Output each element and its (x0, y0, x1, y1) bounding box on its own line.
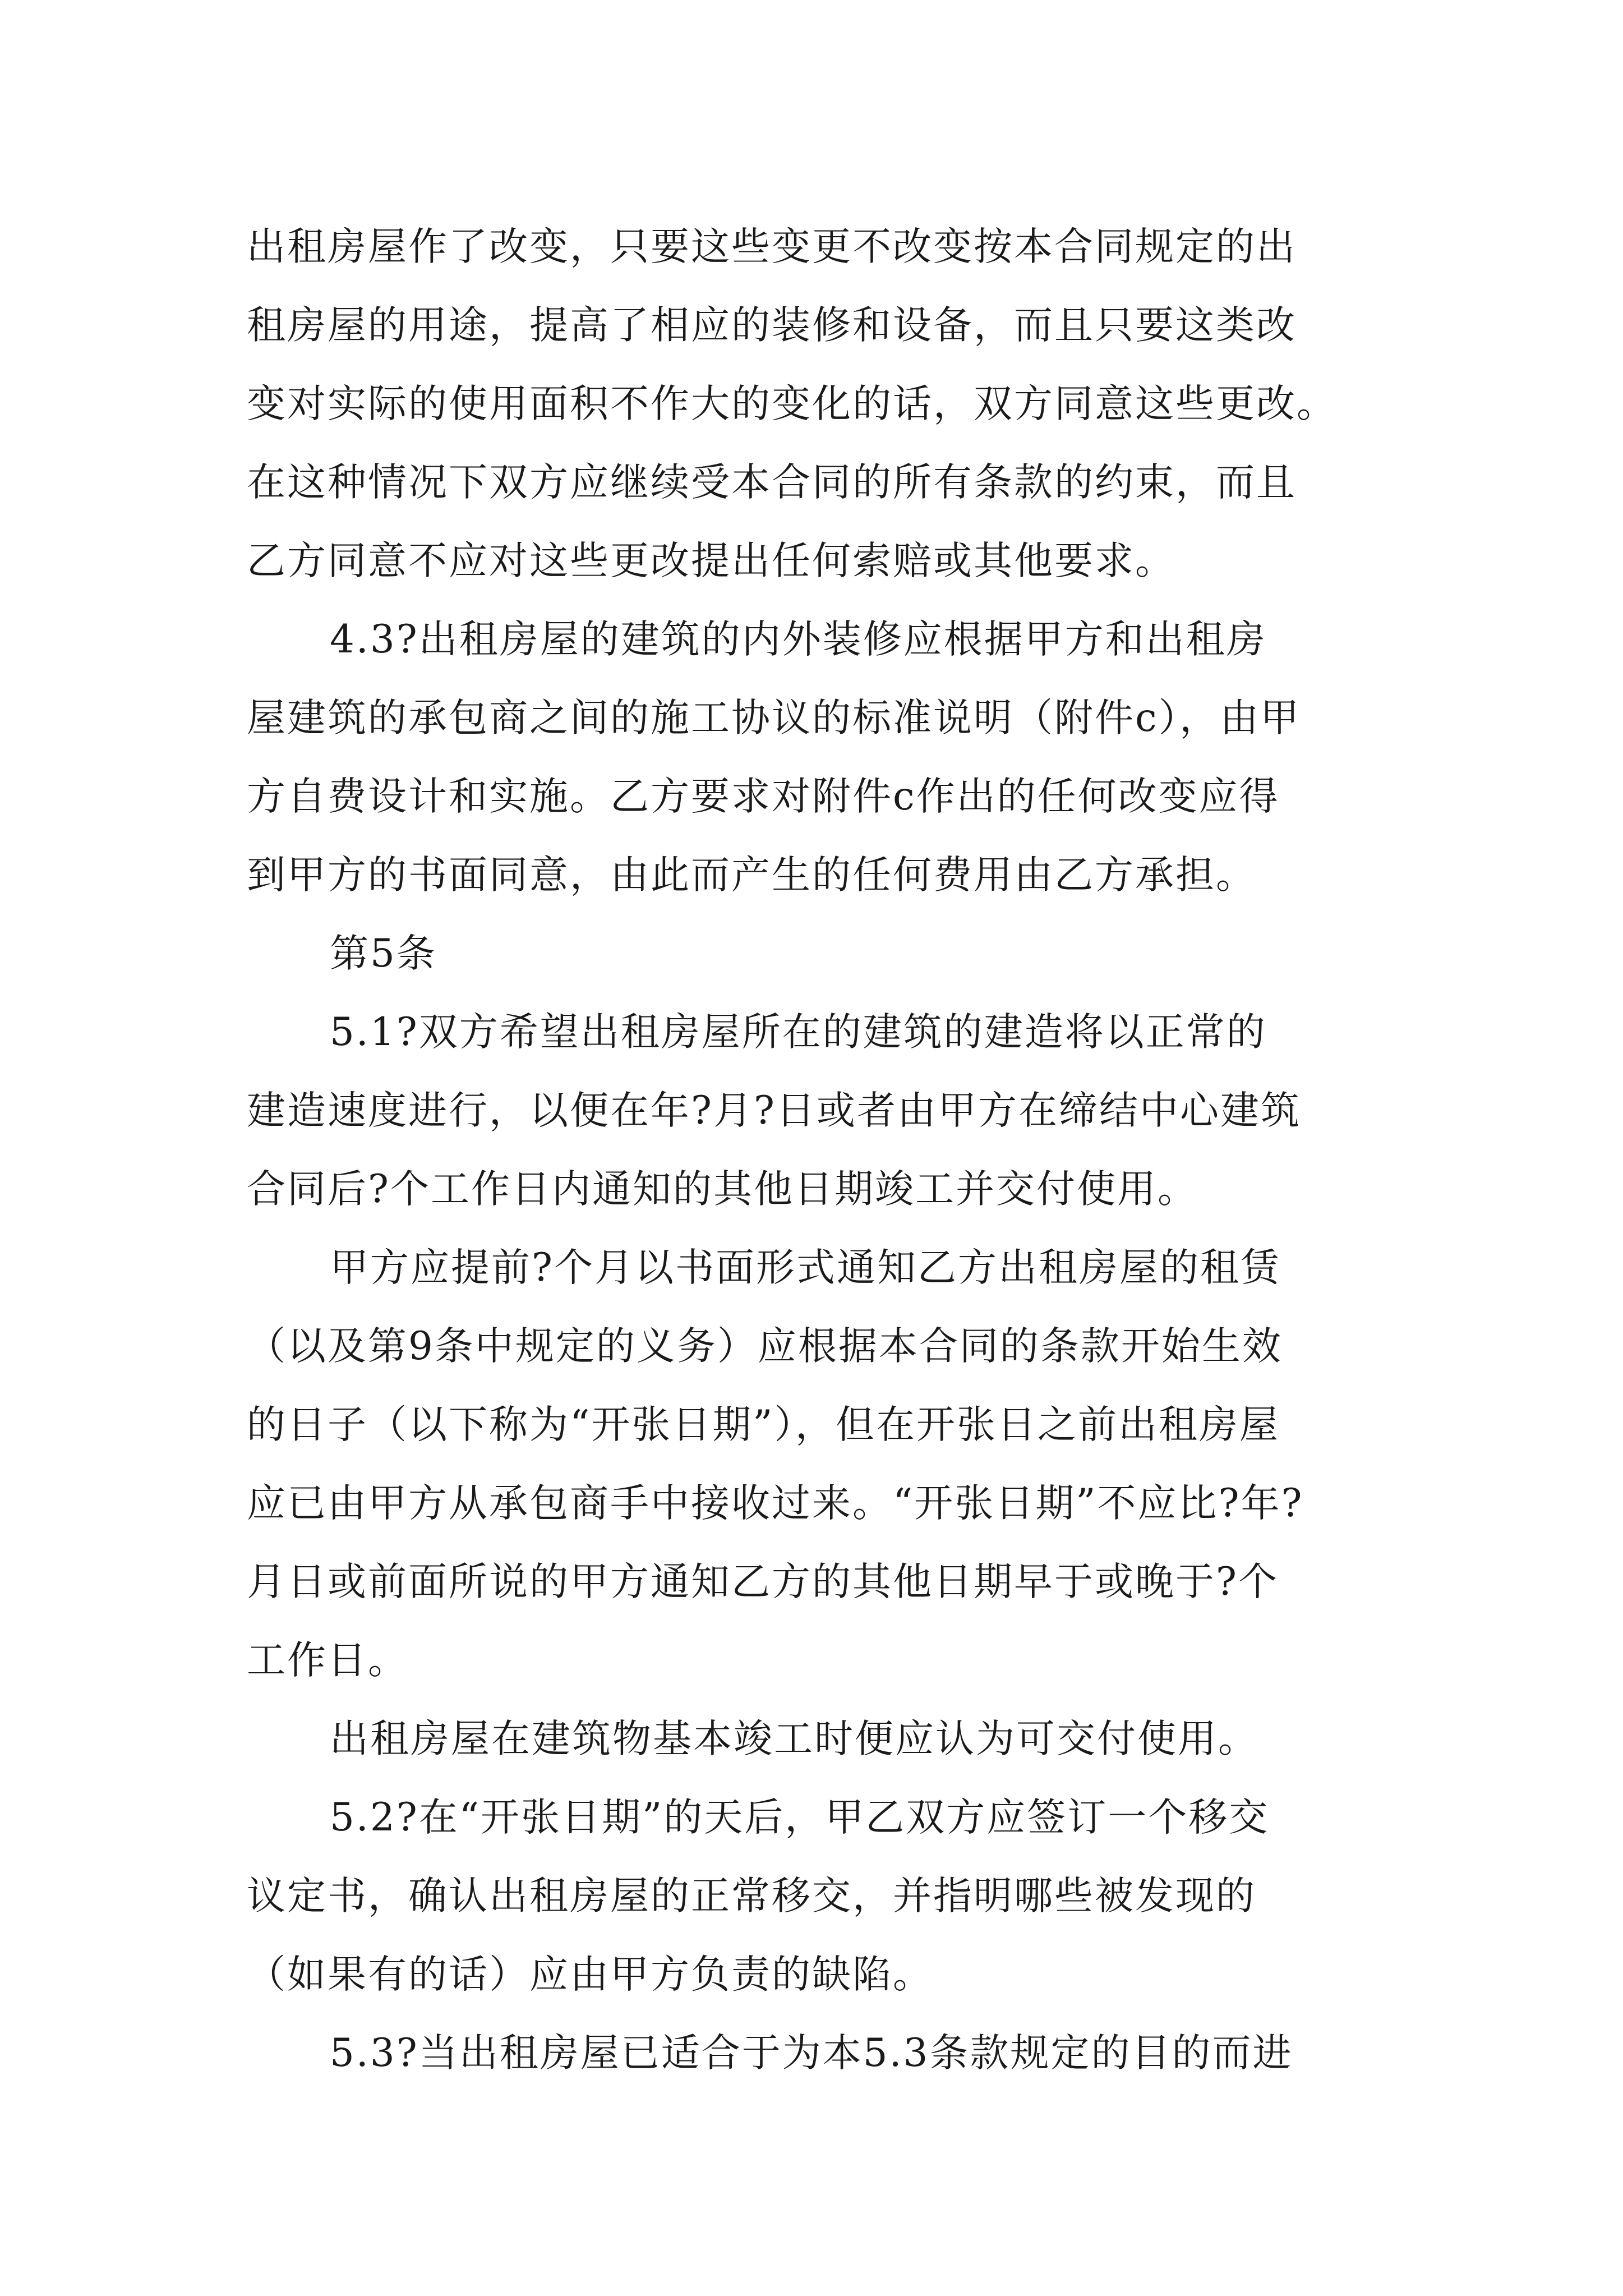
text-line: 月日或前面所说的甲方通知乙方的其他日期早于或晚于?个 (247, 1559, 1279, 1604)
text-line: 出租房屋作了改变，只要这些变更不改变按本合同规定的出 (247, 224, 1297, 269)
text-line: （以及第9条中规定的义务）应根据本合同的条款开始生效 (247, 1324, 1283, 1369)
text-line: 的日子（以下称为“开张日期”），但在开张日之前出租房屋 (247, 1402, 1280, 1447)
text-line: 5.3?当出租房屋已适合于为本5.3条款规定的目的而进 (330, 2031, 1293, 2076)
text-line: 4.3?出租房屋的建筑的内外装修应根据甲方和出租房 (330, 617, 1267, 662)
text-line: 租房屋的用途，提高了相应的装修和设备，而且只要这类改 (247, 303, 1297, 348)
text-line: 屋建筑的承包商之间的施工协议的标准说明（附件c），由甲 (247, 696, 1301, 740)
text-line: 合同后?个工作日内通知的其他日期竣工并交付使用。 (247, 1167, 1198, 1212)
text-line: 在这种情况下双方应继续受本合同的所有条款的约束，而且 (247, 460, 1297, 505)
text-line: 乙方同意不应对这些更改提出任何索赔或其他要求。 (247, 539, 1175, 583)
text-line: 出租房屋在建筑物基本竣工时便应认为可交付使用。 (330, 1717, 1258, 1761)
section-heading: 第5条 (330, 931, 437, 976)
text-line: 议定书，确认出租房屋的正常移交，并指明哪些被发现的 (247, 1874, 1256, 1918)
text-line: 甲方应提前?个月以书面形式通知乙方出租房屋的租赁 (330, 1245, 1281, 1290)
text-line: 建造速度进行，以便在年?月?日或者由甲方在缔结中心建筑 (247, 1088, 1301, 1133)
text-line: 变对实际的使用面积不作大的变化的话，双方同意这些更改。 (247, 381, 1337, 426)
text-line: 方自费设计和实施。乙方要求对附件c作出的任何改变应得 (247, 774, 1280, 819)
text-line: 到甲方的书面同意，由此而产生的任何费用由乙方承担。 (247, 853, 1256, 898)
text-line: 应已由甲方从承包商手中接收过来。“开张日期”不应比?年? (247, 1481, 1304, 1526)
text-line: 5.2?在“开张日期”的天后，甲乙双方应签订一个移交 (330, 1795, 1270, 1840)
text-line: 工作日。 (247, 1638, 408, 1683)
text-line: 5.1?双方希望出租房屋所在的建筑的建造将以正常的 (330, 1010, 1267, 1055)
text-line: （如果有的话）应由甲方负责的缺陷。 (247, 1952, 933, 1997)
